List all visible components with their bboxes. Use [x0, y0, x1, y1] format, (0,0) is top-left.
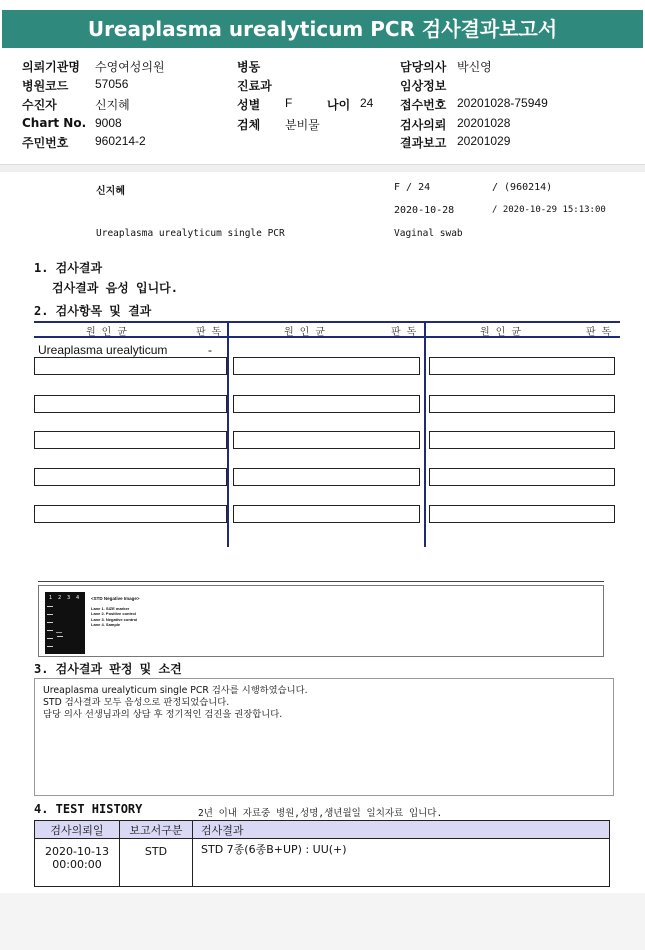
col-judgement-header: 판 독 — [391, 327, 417, 338]
gel-band — [47, 606, 53, 607]
history-date-cell — [35, 839, 120, 887]
gel-band — [47, 638, 53, 639]
rrn-value: 960214-2 — [95, 134, 146, 148]
chart-label: Chart No. — [22, 116, 87, 130]
section4-title: 4. TEST HISTORY — [34, 802, 143, 816]
opinion-box — [34, 678, 614, 796]
dept-label: 진료과 — [237, 79, 272, 93]
section3-title: 3. 검사결과 판정 및 소견 — [34, 662, 182, 676]
code-value: 57056 — [95, 77, 129, 91]
receipt-value: 20201028-75949 — [457, 96, 548, 110]
page-bottom — [0, 893, 645, 950]
table-row — [35, 839, 610, 887]
request-value: 20201028 — [457, 116, 511, 130]
result-cell-box — [34, 505, 227, 523]
report-birth: / (960214) — [492, 182, 553, 193]
specimen-value: 분비물 — [285, 118, 320, 132]
result-cell-box — [429, 431, 615, 449]
grid-divider — [424, 321, 426, 547]
result-cell-box — [34, 395, 227, 413]
history-date: 2020-10-13 — [45, 845, 109, 858]
gel-electrophoresis-image — [45, 592, 85, 654]
report-specimen: Vaginal swab — [394, 228, 463, 239]
result-cell-box — [429, 468, 615, 486]
result-cell-box — [34, 431, 227, 449]
report-title: Ureaplasma urealyticum PCR 검사결과보고서 — [2, 10, 643, 48]
gel-band — [47, 614, 53, 615]
opinion-line: Ureaplasma urealyticum single PCR 검사를 시행하였습니다. — [43, 685, 308, 696]
sex-value: F — [285, 96, 293, 110]
result-cell-box — [429, 357, 615, 375]
result-judgement: - — [208, 343, 212, 357]
opinion-line: 담당 의사 선생님과의 상담 후 정기적인 검진을 권장합니다. — [43, 709, 283, 720]
gel-legend-line: Lane 1. SIZE marker — [91, 605, 130, 611]
col-pathogen-header: 원 인 균 — [86, 327, 128, 338]
report-date-value: 20201029 — [457, 134, 511, 148]
col-judgement-header: 판 독 — [196, 327, 222, 338]
gel-legend-line: Lane 2. Positive control — [91, 611, 136, 616]
grid-divider — [227, 321, 229, 547]
doctor-label: 담당의사 — [400, 60, 447, 74]
history-time: 00:00:00 — [52, 858, 102, 871]
hospital-label: 의뢰기관명 — [22, 60, 80, 74]
report-receipt-date: 2020-10-28 — [394, 205, 455, 216]
section1-result: 검사결과 음성 입니다. — [52, 281, 179, 295]
lane-number: 2 — [58, 595, 62, 601]
report-test-name: Ureaplasma urealyticum single PCR — [96, 228, 285, 239]
result-cell-box — [233, 395, 420, 413]
age-value: 24 — [360, 96, 374, 110]
history-header: 검사결과 — [193, 821, 610, 839]
gel-legend — [91, 596, 140, 628]
doctor-value: 박신영 — [457, 60, 492, 74]
gel-legend-line: Lane 3. Negative control — [91, 616, 138, 622]
lane-number: 3 — [67, 595, 71, 601]
result-cell-box — [429, 395, 615, 413]
rrn-label: 주민번호 — [22, 136, 69, 150]
gel-band — [47, 622, 53, 623]
result-cell-box — [233, 431, 420, 449]
report-sex-age: F / 24 — [394, 182, 431, 193]
receipt-label: 접수번호 — [400, 98, 447, 112]
result-cell-box — [233, 468, 420, 486]
gel-image — [38, 585, 604, 657]
patient-label: 수진자 — [22, 98, 57, 112]
col-pathogen-header: 원 인 균 — [480, 327, 522, 338]
section1-title: 1. 검사결과 — [34, 261, 103, 275]
history-type: STD — [120, 839, 193, 887]
section2-title: 2. 검사항목 및 결과 — [34, 304, 152, 318]
opinion-line: STD 검사결과 모두 음성으로 판정되었습니다. — [43, 697, 230, 708]
history-note: 2년 이내 자료중 병원,성명,생년월일 일치자료 입니다. — [198, 808, 443, 819]
header-separator — [0, 164, 645, 172]
col-pathogen-header: 원 인 균 — [284, 327, 326, 338]
gel-band — [47, 646, 53, 647]
gel-band — [47, 630, 53, 631]
gel-legend-line: Lane 4. Sample — [91, 622, 121, 627]
history-header: 검사의뢰일 — [35, 821, 120, 839]
result-cell-box — [34, 357, 227, 375]
result-pathogen-name: Ureaplasma urealyticum — [38, 343, 168, 357]
patient-value: 신지혜 — [95, 98, 130, 112]
report-report-datetime: / 2020-10-29 15:13:00 — [492, 205, 606, 215]
result-cell-box — [429, 505, 615, 523]
age-label: 나이 — [327, 98, 351, 112]
sex-label: 성별 — [237, 98, 261, 112]
gel-band — [56, 632, 62, 633]
lane-number: 4 — [76, 595, 80, 601]
divider-line — [38, 581, 604, 582]
gel-band — [57, 636, 63, 637]
result-cell-box — [233, 505, 420, 523]
report-date-label: 결과보고 — [400, 136, 447, 150]
hospital-value: 수영여성의원 — [95, 60, 165, 74]
gel-legend-title: <STD Negative Image> — [91, 596, 140, 601]
specimen-label: 검체 — [237, 118, 261, 132]
history-table — [34, 820, 610, 887]
request-label: 검사의뢰 — [400, 118, 447, 132]
col-judgement-header: 판 독 — [586, 327, 612, 338]
clinical-label: 임상정보 — [400, 79, 447, 93]
history-header: 보고서구분 — [120, 821, 193, 839]
result-cell-box — [34, 468, 227, 486]
chart-value: 9008 — [95, 116, 122, 130]
ward-label: 병동 — [237, 60, 261, 74]
patient-header — [0, 56, 645, 162]
lane-number: 1 — [49, 595, 53, 601]
result-cell-box — [233, 357, 420, 375]
history-result: STD 7종(6종B+UP) : UU(+) — [193, 839, 610, 887]
report-patient-name: 신지혜 — [96, 186, 125, 197]
code-label: 병원코드 — [22, 79, 69, 93]
